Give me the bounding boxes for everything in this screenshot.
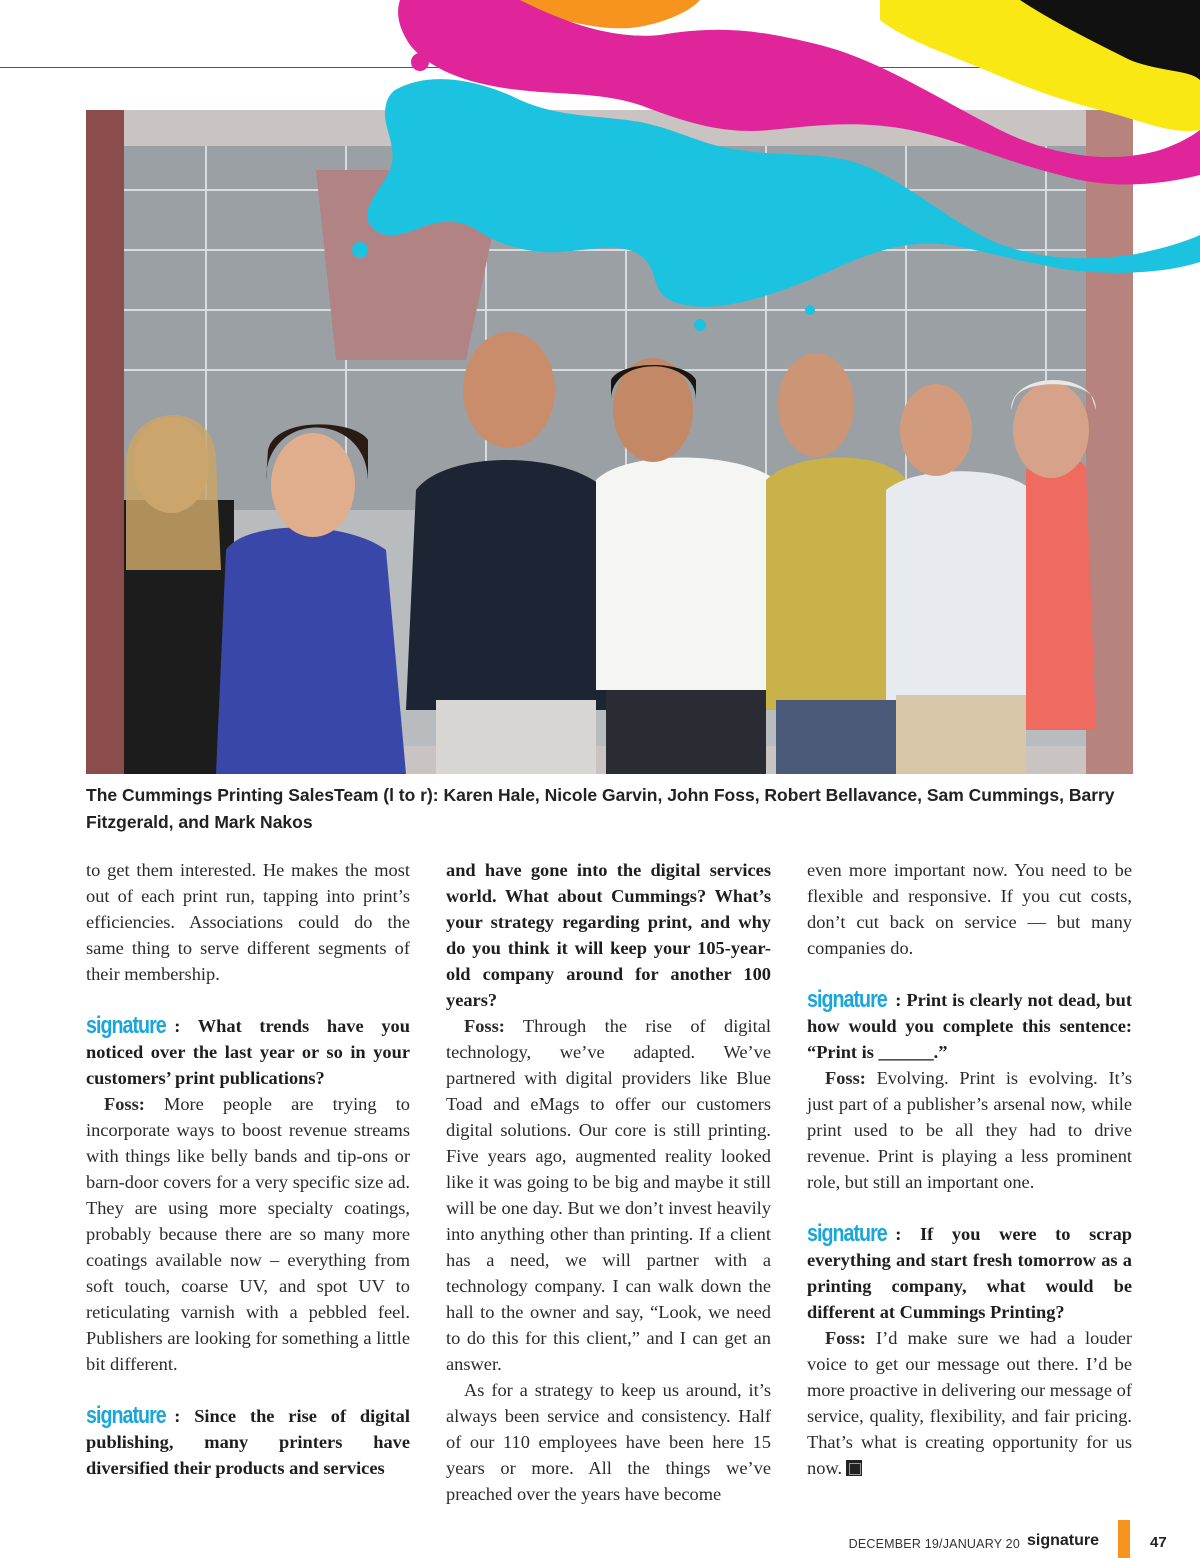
question-3: signature : Print is clearly not dead, but how would you complete this sentence: “Print is ______.” <box>807 986 1132 1062</box>
end-mark-icon <box>846 1460 862 1476</box>
speaker-label: Foss: <box>104 1094 145 1114</box>
team-photo <box>86 110 1133 774</box>
speaker-label: Foss: <box>464 1016 505 1036</box>
signature-logo: signature <box>86 1402 166 1429</box>
team-photo-illustration <box>86 110 1133 774</box>
article-column-2 <box>446 857 771 1507</box>
speaker-label: Foss: <box>825 1068 866 1088</box>
footer-accent-bar <box>1118 1520 1130 1558</box>
header-rule <box>0 67 1200 68</box>
answer-1: Foss: More people are trying to incorporate ways to boost revenue streams with things like belly bands and tip-ons or barn-door covers for a very specific size ad. They are using more specialty coatings, probably because there are so many more coatings available now – everything from soft touch, coarse UV, and spot UV to reticulating varnish with a pebbled feel. Publishers are looking for something a little bit different. <box>86 1094 410 1374</box>
page-footer <box>0 1530 1200 1558</box>
speaker-label: Foss: <box>825 1328 866 1348</box>
answer-3: Foss: Evolving. Print is evolving. It’s just part of a publisher’s arsenal now, while print used to be all they had to drive revenue. Print is playing a less prominent role, but still an important one. <box>807 1068 1132 1192</box>
answer-2-paragraph-2: As for a strategy to keep us around, it’s always been service and consistency. Half of our 110 employees have been here 15 years or more. All the things we’ve preached over the years have become <box>446 1380 771 1504</box>
page-number: 47 <box>1150 1534 1167 1551</box>
signature-logo: signature <box>807 986 887 1013</box>
answer-2: Foss: Through the rise of digital technology, we’ve adapted. We’ve partnered with digital providers like Blue Toad and eMags to offer our customers digital solutions. Our core is still printing. Five years ago, augmented reality looked like it was going to be big and maybe it still will be one day. But we don’t invest heavily into anything other than printing. If a client has a need, we will partner with a technology company. I can walk down the hall to the owner and say, “Look, we need to do this for this client,” and I can get an answer. <box>446 1016 771 1374</box>
article-column-1 <box>86 857 410 1481</box>
question-2: signature : Since the rise of digital publishing, many printers have diversified their products and services <box>86 1402 410 1478</box>
photo-caption: The Cummings Printing SalesTeam (l to r): Karen Hale, Nicole Garvin, John Foss, Robert Bellavance, Sam Cummings, Barry Fitzgerald, and Mark Nakos <box>86 785 1115 832</box>
question-1: signature : What trends have you noticed over the last year or so in your customers’ print publications? <box>86 1012 410 1088</box>
question-4: signature : If you were to scrap everything and start fresh tomorrow as a printing company, what would be different at Cummings Printing? <box>807 1220 1132 1322</box>
answer-4: Foss: I’d make sure we had a louder voice to get our message out there. I’d be more proactive in delivering our message of service, quality, flexibility, and fair pricing. That’s what is creating opportunity for us now. <box>807 1328 1132 1478</box>
orange-ink-splash <box>520 0 700 28</box>
issue-date: DECEMBER 19/JANUARY 20 <box>848 1537 1020 1551</box>
signature-logo: signature <box>86 1012 166 1039</box>
article-column-3 <box>807 857 1132 1481</box>
signature-logo: signature <box>807 1220 887 1247</box>
paragraph: to get them interested. He makes the most out of each print run, tapping into print’s efficiencies. Associations could do the same thing to serve different segments of their membership. <box>86 860 410 984</box>
answer-2-paragraph-2-continued: even more important now. You need to be flexible and responsive. If you cut costs, don’t cut back on service — but many companies do. <box>807 860 1132 958</box>
footer-brand: signature <box>1027 1532 1100 1549</box>
question-2-continued: and have gone into the digital services world. What about Cummings? What’s your strategy regarding print, and why do you think it will keep your 105-year-old company around for another 100 years? <box>446 860 771 1010</box>
black-ink-splash <box>960 0 1200 106</box>
